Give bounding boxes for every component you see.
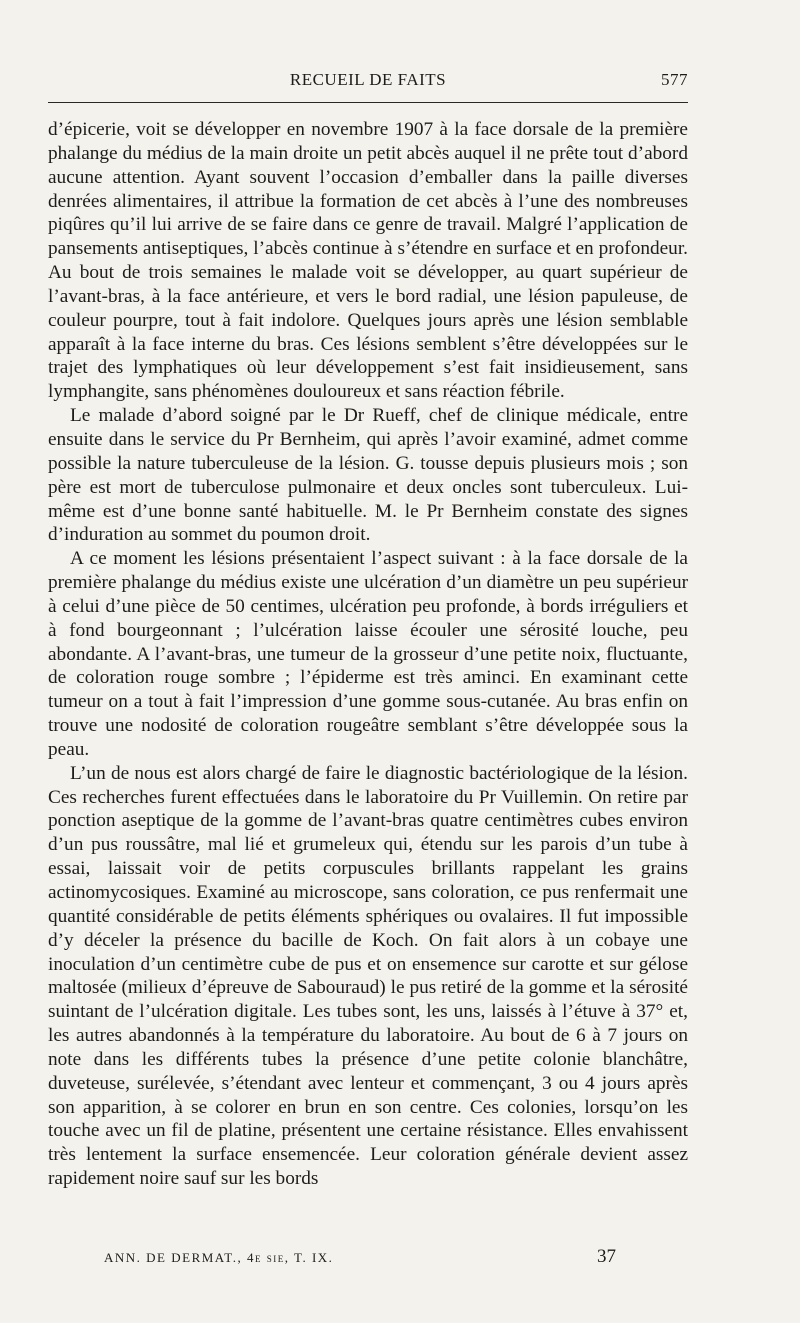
paragraph-3: A ce moment les lésions présentaient l’aspect suivant : à la face dorsale de la première phalange du médius existe une ulcération d’un diamètre un peu supérieur à celui d’une pièce de 50 centimes, ulcération peu profonde, à bords irréguliers et à fond bourgeonnant ; l’ulcération laisse écouler une sérosité louche, peu abondante. A l’avant-bras, une tumeur de la grosseur d’une petite noix, fluctuante, de coloration rouge sombre ; l’épiderme est très aminci. En examinant cette tumeur on a tout à fait l’impression d’une gomme sous-cutanée. Au bras enfin on trouve une nodosité de coloration rougeâtre semblant s’être développée sous la peau. (48, 548, 688, 760)
paragraph-2: Le malade d’abord soigné par le Dr Rueff, chef de clinique médicale, entre ensuite dans le service du Pr Bernheim, qui après l’avoir examiné, admet comme possible la nature tuberculeuse de la lésion. G. tousse depuis plusieurs mois ; son père est mort de tuberculose pulmonaire et deux oncles sont tuberculeux. Lui-même est d’une bonne santé habituelle. M. le Pr Bernheim constate des signes d’induration au sommet du poumon droit. (48, 405, 688, 546)
header-rule (48, 102, 688, 103)
page-number: 577 (661, 70, 688, 89)
body-text (48, 118, 688, 1191)
running-head (48, 70, 688, 94)
paragraph-1: d’épicerie, voit se développer en novembre 1907 à la face dorsale de la première phalange du médius de la main droite un petit abcès auquel il ne prête tout d’abord aucune attention. Ayant souvent l’occasion d’emballer dans la paille diverses denrées alimentaires, il attribue la formation de cet abcès à l’une des nombreuses piqûres qu’il lui arrive de se faire dans ce genre de travail. Malgré l’application de pansements antiseptiques, l’abcès continue à s’étendre en surface et en profondeur. Au bout de trois semaines le malade voit se développer, au quart supérieur de l’avant-bras, à la face antérieure, et vers le bord radial, une lésion papuleuse, de couleur pourpre, tout à fait indolore. Quelques jours après une lésion semblable apparaît à la face interne du bras. Ces lésions semblent s’être développées sur le trajet des lymphatiques où leur développement s’est fait insidieusement, sans lymphangite, sans phénomènes douloureux et sans réaction fébrile. (48, 119, 688, 403)
journal-citation: ANN. DE DERMAT., 4e sie, T. IX. (104, 1250, 334, 1265)
running-title: RECUEIL DE FAITS (289, 70, 447, 89)
signature-number: 37 (597, 1246, 616, 1267)
paragraph-4: L’un de nous est alors chargé de faire le diagnostic bactériologique de la lésion. Ces recherches furent effectuées dans le laboratoire du Pr Vuillemin. On retire par ponction aseptique de la gomme de l’avant-bras quatre centimètres cubes environ d’un pus roussâtre, mal lié et grumeleux qui, étendu sur les parois d’un tube à essai, laissait voir de petits corpuscules brillants rappelant les grains actinomycosiques. Examiné au microscope, sans coloration, ce pus renfermait une quantité considérable de petits éléments sphériques ou ovalaires. Il fut impossible d’y déceler la présence du bacille de Koch. On fait alors à un cobaye une inoculation d’un centimètre cube de pus et on ensemence sur carotte et sur gélose maltosée (milieux d’épreuve de Sabouraud) le pus retiré de la gomme et la sérosité suintant de l’ulcération digitale. Les tubes sont, les uns, laissés à l’étuve à 37° et, les autres abandonnés à la température du laboratoire. Au bout de 6 à 7 jours on note dans les différents tubes la présence d’une petite colonie blanchâtre, duveteuse, surélevée, s’étendant avec lenteur et commençant, 3 ou 4 jours après son apparition, à se colorer en brun en son centre. Ces colonies, lorsqu’on les touche avec un fil de platine, présentent une certaine résistance. Elles envahissent très lentement la surface ensemencée. Leur coloration générale devient assez rapidement noire sauf sur les bords (48, 762, 688, 1190)
page-footer (48, 1246, 688, 1270)
